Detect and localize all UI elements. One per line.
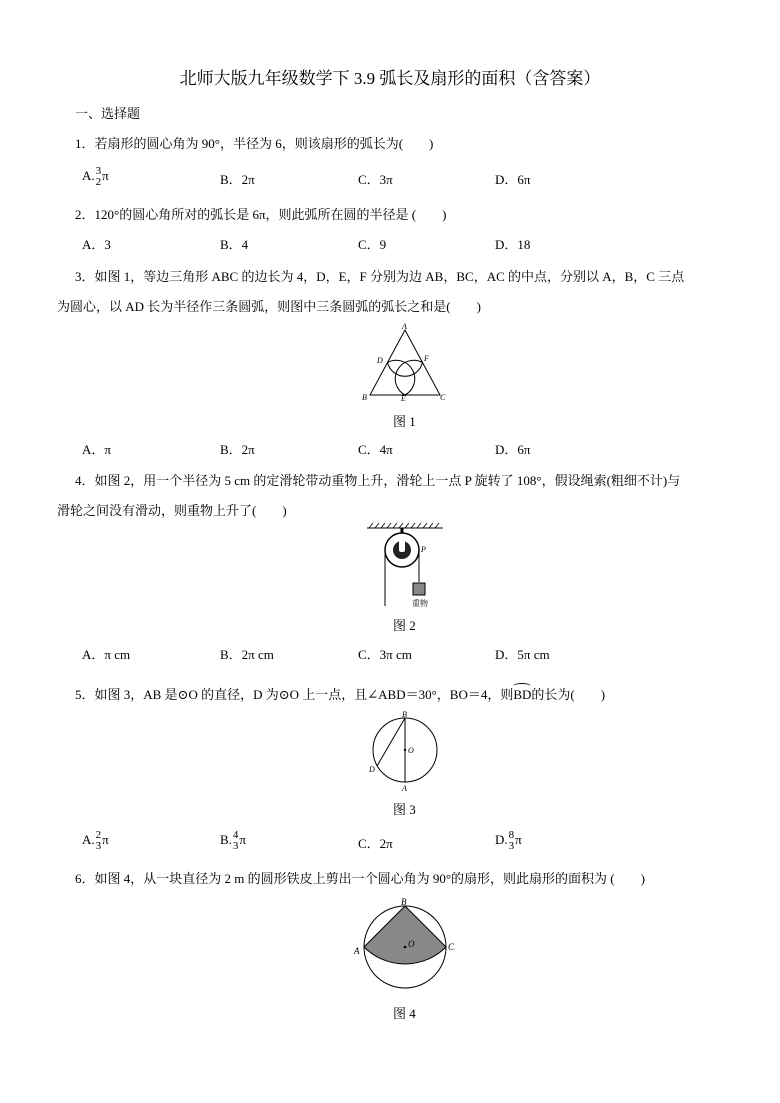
q5-option-d: D. 8 3 π: [495, 829, 522, 852]
label-d: D: [369, 765, 375, 774]
figure-1-triangle: [360, 320, 450, 402]
label-o: O: [408, 939, 415, 949]
figure-2-caption: 图 2: [393, 618, 416, 633]
q3-option-b: B．2π: [220, 442, 255, 457]
q1-stem: 1．若扇形的圆心角为 90°，半径为 6，则该扇形的弧长为( ): [75, 136, 434, 151]
q5-option-c: C．2π: [358, 836, 393, 851]
figure-3-circle: [365, 708, 445, 794]
label-e: E: [401, 394, 406, 402]
figure-1-caption: 图 1: [393, 414, 416, 429]
label-c: C: [440, 393, 446, 402]
label-a: A: [402, 322, 407, 331]
label-f: F: [424, 354, 429, 363]
q4-option-a: A．π cm: [82, 647, 131, 662]
label-a: A: [354, 946, 360, 956]
q3-option-d: D．6π: [495, 442, 531, 457]
q3-stem-line1: 3．如图 1，等边三角形 ABC 的边长为 4，D，E，F 分别为边 AB，BC，AC 的中点，分别以 A，B，C 三点: [75, 269, 685, 284]
q4-stem-line2: 滑轮之间没有滑动，则重物上升了( ): [57, 503, 287, 518]
q3-option-c: C．4π: [358, 442, 393, 457]
arc-bd: BD: [513, 687, 532, 702]
q2-stem: 2．120°的圆心角所对的弧长是 6π，则此弧所在圆的半径是 ( ): [75, 207, 447, 222]
q3-option-a: A．π: [82, 442, 111, 457]
figure-3-caption: 图 3: [393, 802, 416, 817]
label-o: O: [408, 746, 414, 755]
q5-stem: 5．如图 3，AB 是⊙O 的直径，D 为⊙O 上一点，且∠ABD＝30°，BO＝4，则BD的长为( ): [75, 687, 606, 702]
label-d: D: [377, 356, 383, 365]
q5-option-a: A. 2 3 π: [82, 829, 109, 852]
label-b: B: [362, 393, 367, 402]
label-weight: 重物: [412, 599, 428, 608]
label-a: A: [402, 784, 407, 793]
label-b: B: [402, 710, 407, 719]
q4-option-c: C．3π cm: [358, 647, 412, 662]
figure-4-sector: [350, 894, 460, 1000]
q2-option-b: B．4: [220, 237, 249, 252]
q1-option-a: A. 3 2 π: [82, 165, 109, 188]
q2-option-d: D．18: [495, 237, 531, 252]
label-b: B: [401, 897, 407, 907]
figure-2-pulley: [365, 520, 445, 610]
q4-option-d: D．5π cm: [495, 647, 550, 662]
q1-option-b: B．2π: [220, 172, 255, 187]
label-c: C: [448, 942, 455, 952]
label-p: P: [421, 545, 426, 554]
q6-stem: 6．如图 4，从一块直径为 2 m 的圆形铁皮上剪出一个圆心角为 90°的扇形，则此扇形的面积为 ( ): [75, 871, 645, 886]
q4-stem-line1: 4．如图 2，用一个半径为 5 cm 的定滑轮带动重物上升，滑轮上一点 P 旋转了 108°，假设绳索(粗细不计)与: [75, 473, 681, 488]
q5-option-b: B. 4 3 π: [220, 829, 246, 852]
q2-option-c: C．9: [358, 237, 387, 252]
q3-stem-line2: 为圆心，以 AD 长为半径作三条圆弧，则图中三条圆弧的弧长之和是( ): [57, 299, 481, 314]
page-title: 北师大版九年级数学下 3.9 弧长及扇形的面积（含答案）: [179, 69, 601, 88]
q2-option-a: A．3: [82, 237, 111, 252]
q1-option-c: C．3π: [358, 172, 393, 187]
figure-4-caption: 图 4: [393, 1006, 416, 1021]
q1-option-d: D．6π: [495, 172, 531, 187]
q4-option-b: B．2π cm: [220, 647, 274, 662]
section-heading: 一、选择题: [75, 106, 141, 121]
